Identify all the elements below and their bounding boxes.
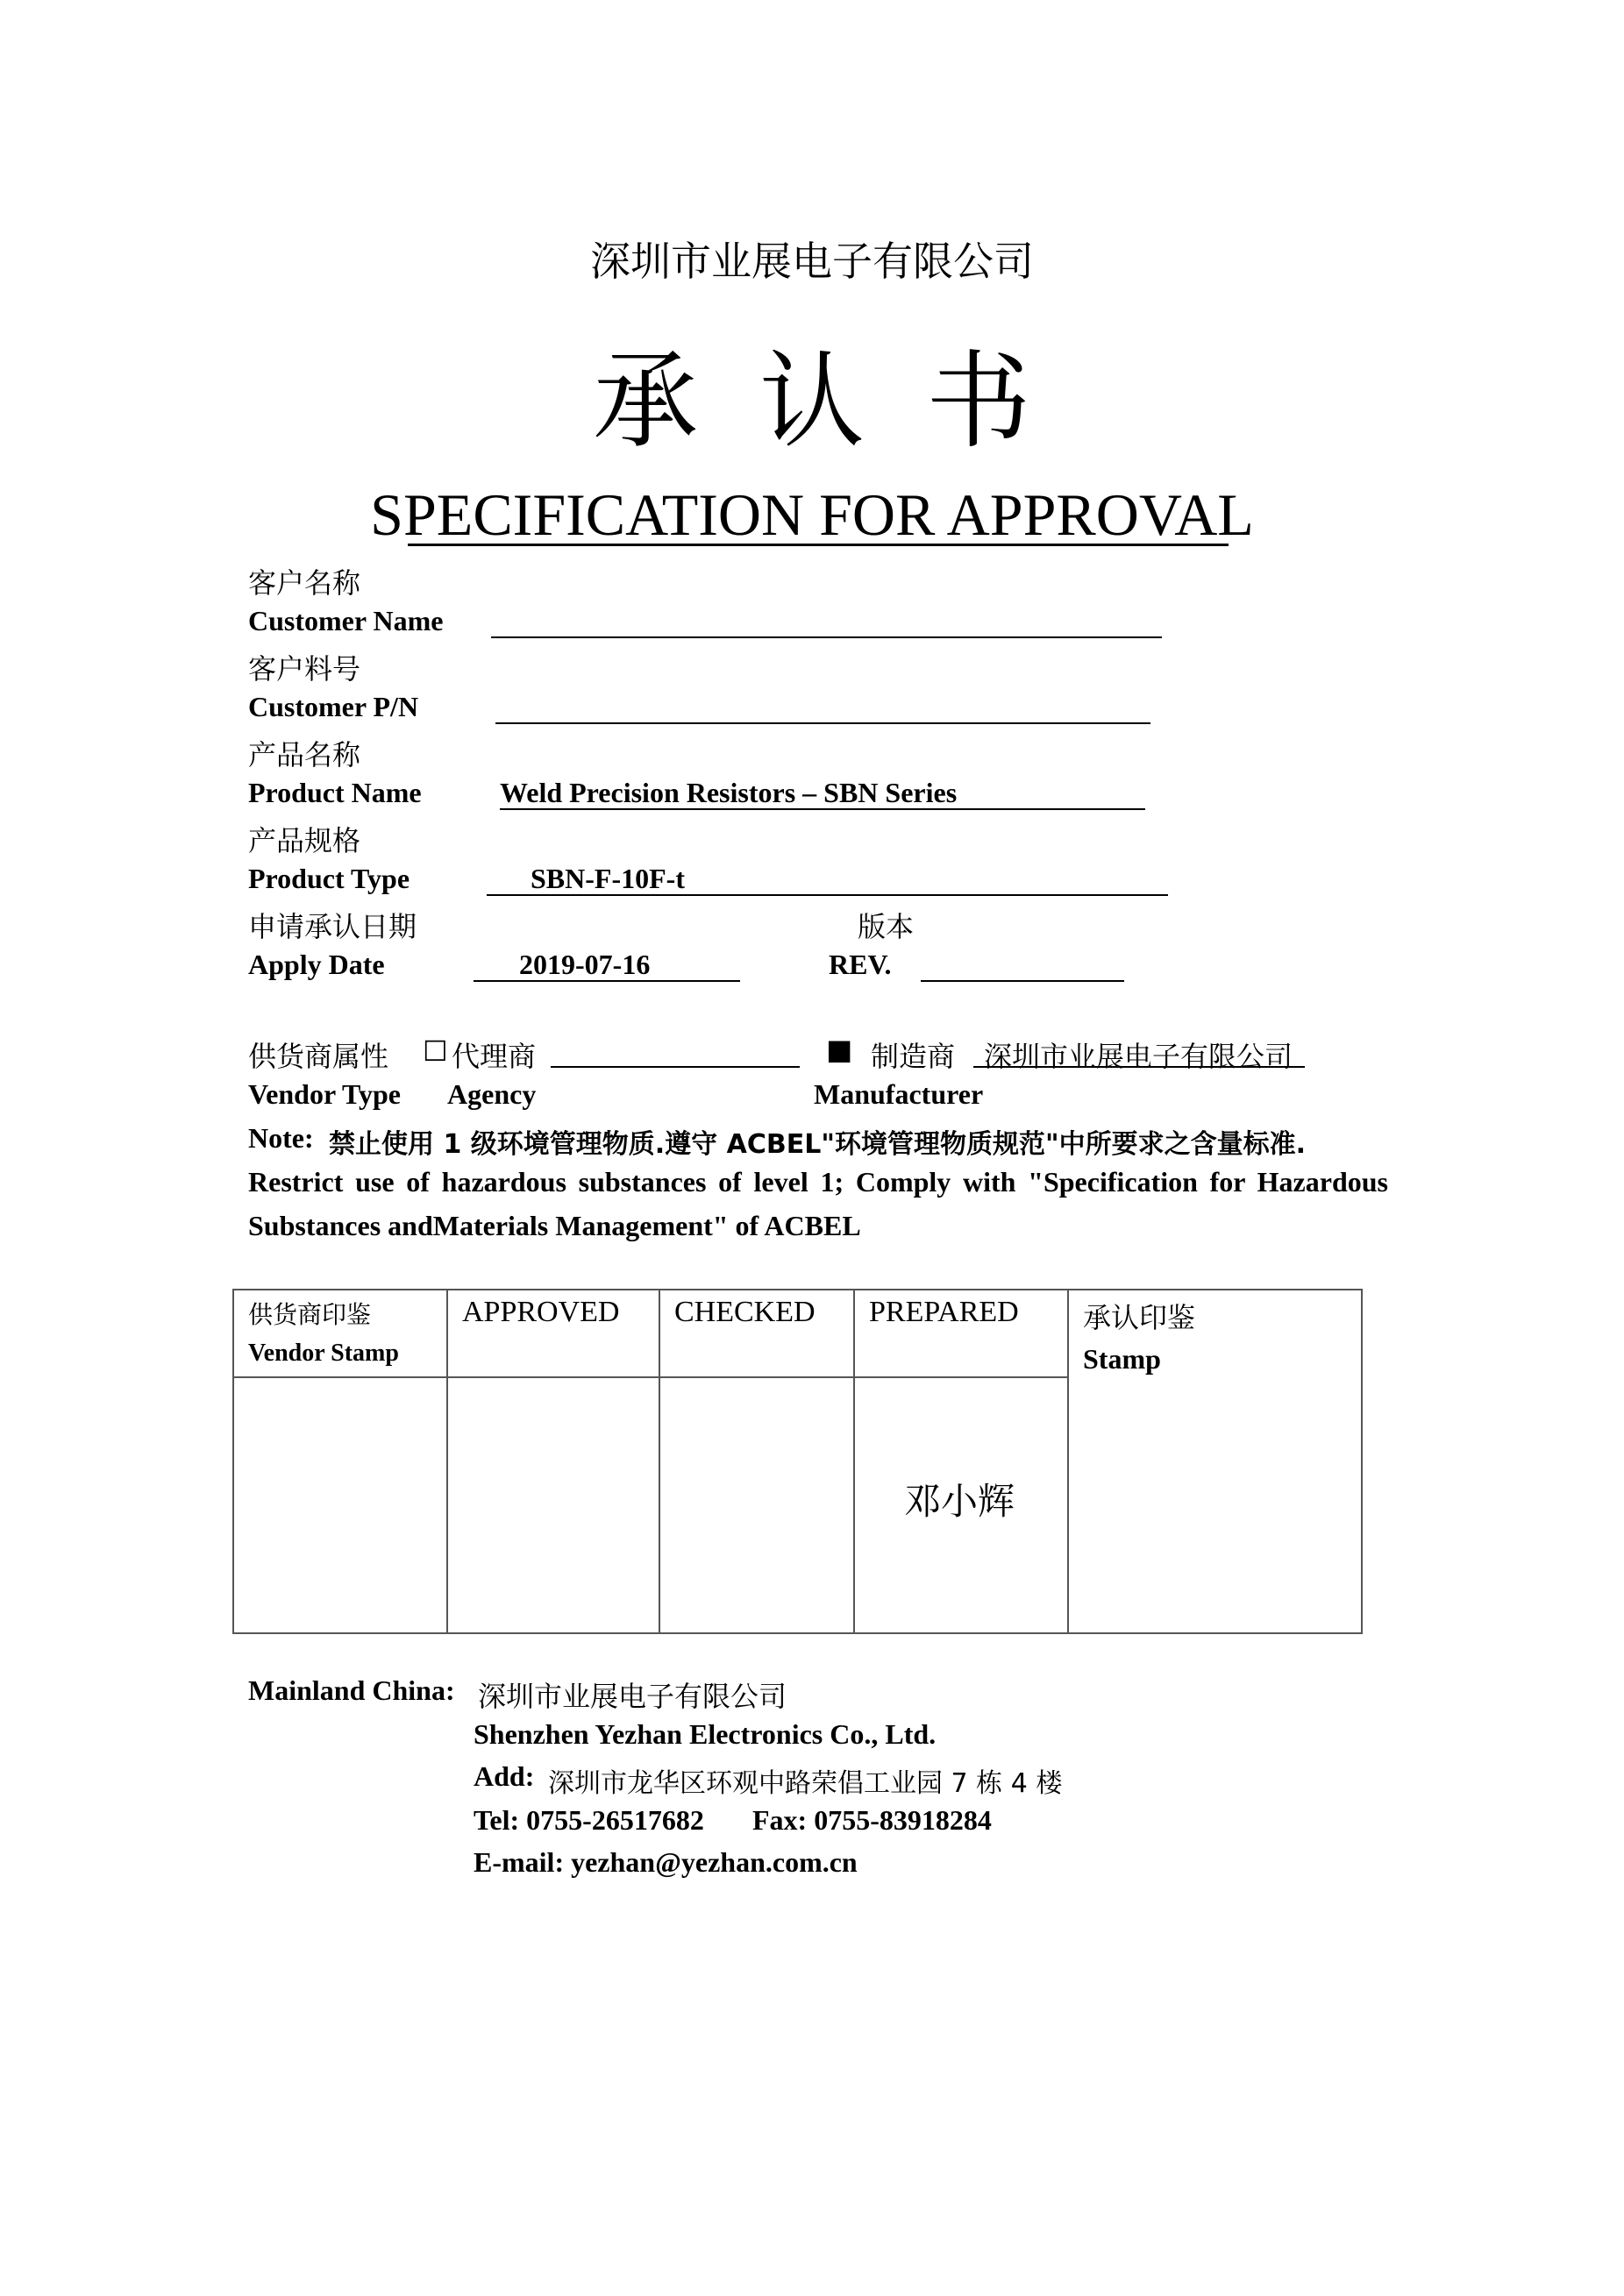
vendor-stamp-header (233, 1290, 447, 1377)
customer-name-line (491, 636, 1162, 638)
prepared-label: PREPARED (869, 1296, 1019, 1328)
vendor-stamp-label-cn: 供货商印鉴 (248, 1300, 372, 1329)
note-text-line3: Substances andMaterials Management" of ACBEL (248, 1210, 861, 1241)
manufacturer-label-cn: 制造商 (871, 1040, 956, 1073)
stamp-label-en: Stamp (1083, 1343, 1161, 1375)
contact-email[interactable]: E-mail: yezhan@yezhan.com.cn (474, 1846, 858, 1878)
agency-checkbox[interactable]: ☐ (423, 1034, 448, 1068)
vendor-stamp-cell[interactable] (233, 1377, 447, 1633)
contact-address-label: Add: (474, 1760, 535, 1792)
product-type-label-cn: 产品规格 (248, 824, 361, 857)
apply-date-label-cn: 申请承认日期 (248, 910, 417, 943)
company-title: 深圳市业展电子有限公司 (590, 238, 1034, 285)
agency-line (551, 1066, 800, 1068)
product-name-value[interactable]: Weld Precision Resistors – SBN Series (500, 777, 958, 808)
manufacturer-label-en: Manufacturer (814, 1078, 984, 1110)
rev-label-en: REV. (829, 949, 892, 980)
approval-stamp-cell[interactable] (1068, 1290, 1362, 1633)
customer-name-label-en: Customer Name (248, 605, 444, 636)
rev-label-cn: 版本 (858, 910, 915, 943)
note-label: Note: (248, 1122, 314, 1154)
note-text-line2: Restrict use of hazardous substances of level 1; Comply with "Specification for Hazardous (248, 1166, 1388, 1198)
vendor-stamp-label-en: Vendor Stamp (248, 1340, 399, 1367)
prepared-header (854, 1290, 1068, 1377)
product-name-line (500, 808, 1145, 810)
product-name-label-en: Product Name (248, 777, 422, 808)
product-name-label-cn: 产品名称 (248, 738, 361, 771)
customer-pn-label-cn: 客户料号 (248, 652, 361, 686)
stamp-label-cn: 承认印鉴 (1083, 1301, 1196, 1334)
checked-header (659, 1290, 854, 1377)
manufacturer-checkbox[interactable]: ■ (826, 1033, 853, 1066)
contact-tel: Tel: 0755-26517682 (474, 1804, 704, 1836)
agency-label-en: Agency (447, 1078, 537, 1110)
prepared-by-signature: 邓小辉 (904, 1480, 1015, 1523)
vendor-type-label-en: Vendor Type (248, 1078, 401, 1110)
customer-name-label-cn: 客户名称 (248, 566, 361, 600)
apply-date-value[interactable]: 2019-07-16 (519, 949, 651, 980)
contact-company-cn: 深圳市业展电子有限公司 (478, 1680, 787, 1713)
contact-fax: Fax: 0755-83918284 (752, 1804, 992, 1836)
apply-date-line (474, 980, 740, 982)
document-title: 承认书 (593, 341, 1093, 463)
contact-company-en: Shenzhen Yezhan Electronics Co., Ltd. (474, 1718, 937, 1750)
apply-date-label-en: Apply Date (248, 949, 385, 980)
prepared-signature-cell[interactable] (854, 1377, 1068, 1633)
approved-header (447, 1290, 659, 1377)
contact-address: 深圳市龙华区环观中路荣倡工业园 7 栋 4 楼 (548, 1768, 1063, 1799)
note-text-cn: 禁止使用 1 级环境管理物质.遵守 ACBEL"环境管理物质规范"中所要求之含量标准. (329, 1129, 1306, 1160)
customer-pn-line (495, 722, 1150, 724)
product-type-value[interactable]: SBN-F-10F-t (531, 863, 685, 894)
signoff-table (232, 1289, 1363, 1634)
agency-label-cn: 代理商 (452, 1040, 537, 1073)
product-type-line (487, 894, 1168, 896)
approved-label: APPROVED (462, 1296, 620, 1328)
title-underline (408, 544, 1229, 546)
manufacturer-value[interactable]: 深圳市业展电子有限公司 (984, 1040, 1293, 1073)
specification-title: SPECIFICATION FOR APPROVAL (370, 481, 1254, 548)
mainland-china-label: Mainland China: (248, 1674, 455, 1706)
customer-pn-label-en: Customer P/N (248, 691, 419, 722)
product-type-label-en: Product Type (248, 863, 410, 894)
approved-signature-cell[interactable] (447, 1377, 659, 1633)
vendor-type-label-cn: 供货商属性 (248, 1040, 389, 1073)
rev-line (921, 980, 1124, 982)
checked-signature-cell[interactable] (659, 1377, 854, 1633)
manufacturer-line (973, 1066, 1305, 1068)
checked-label: CHECKED (674, 1296, 816, 1328)
